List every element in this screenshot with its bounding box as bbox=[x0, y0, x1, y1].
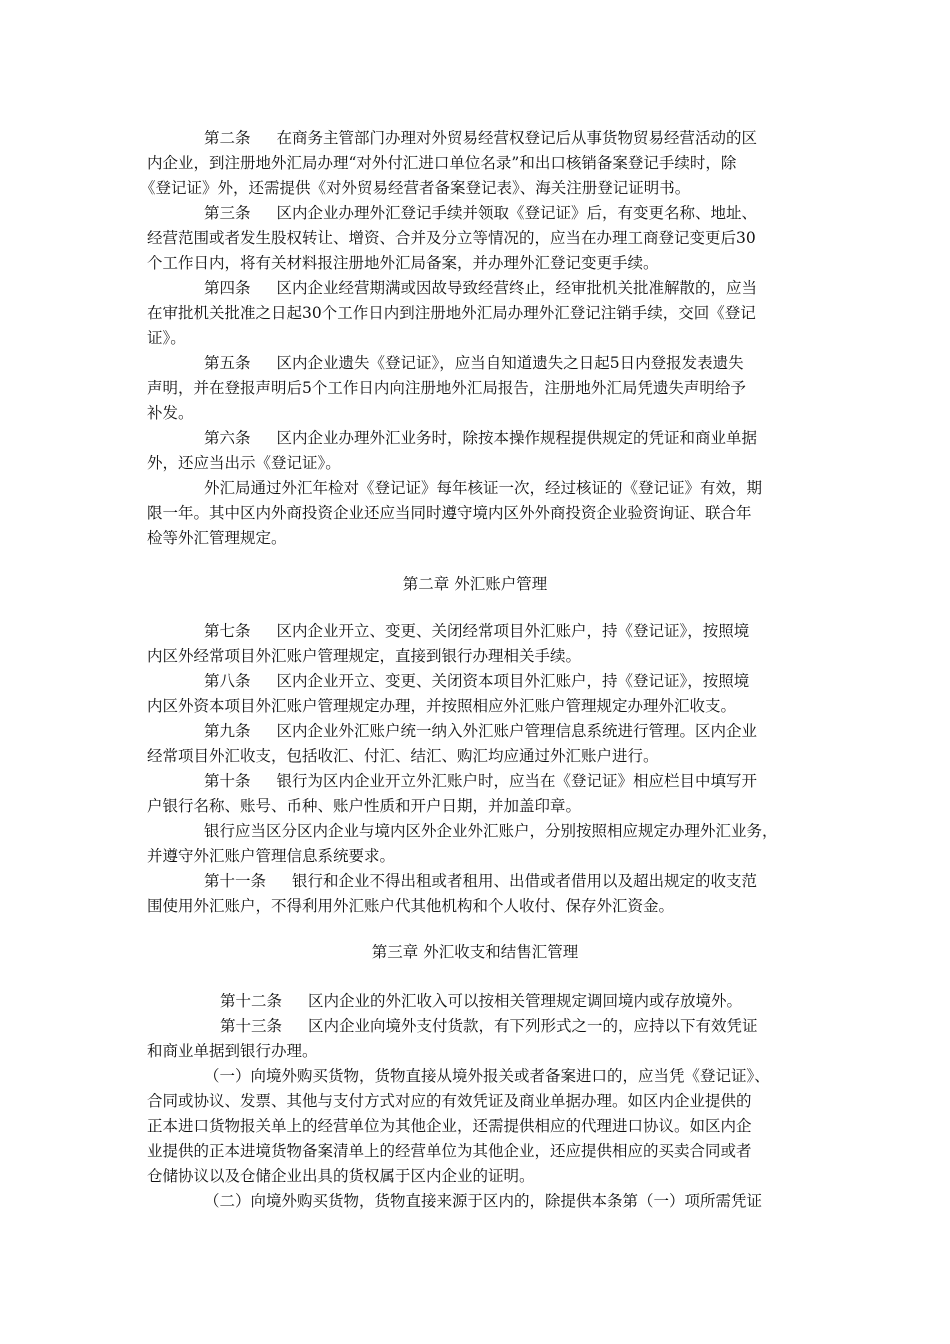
article-8-line-2: 内区外资本项目外汇账户管理规定办理，并按照相应外汇账户管理规定办理外汇收支。 bbox=[147, 697, 737, 715]
item-1-line-3: 正本进口货物报关单上的经营单位为其他企业，还需提供相应的代理进口协议。如区内企 bbox=[147, 1117, 752, 1135]
article-number: 第十三条 bbox=[220, 1017, 283, 1035]
article-number: 第四条 bbox=[204, 279, 251, 297]
article-10-line-2: 户银行名称、账号、币种、账户性质和开户日期，并加盖印章。 bbox=[147, 797, 582, 815]
article-number: 第六条 bbox=[204, 429, 251, 447]
article-3-line-3: 个工作日内，将有关材料报注册地外汇局备案，并办理外汇登记变更手续。 bbox=[147, 254, 659, 272]
paragraph-bank-line-1: 银行应当区分区内企业与境内区外企业外汇账户，分别按照相应规定办理外汇业务， bbox=[204, 822, 778, 840]
paragraph-annual-line-3: 检等外汇管理规定。 bbox=[147, 529, 287, 547]
paragraph-annual-line-1: 外汇局通过外汇年检对《登记证》每年核证一次，经过核证的《登记证》有效，期 bbox=[204, 479, 763, 497]
paragraph-bank-line-2: 并遵守外汇账户管理信息系统要求。 bbox=[147, 847, 396, 865]
article-11-line-1: 第十一条 银行和企业不得出租或者租用、出借或者借用以及超出规定的收支范 bbox=[204, 872, 758, 890]
article-13-line-1: 第十三条 区内企业向境外支付货款，有下列形式之一的，应持以下有效凭证 bbox=[220, 1017, 758, 1035]
article-6-line-2: 外，还应当出示《登记证》。 bbox=[147, 454, 341, 472]
article-10-line-1: 第十条 银行为区内企业开立外汇账户时，应当在《登记证》相应栏目中填写开 bbox=[204, 772, 758, 790]
article-number: 第二条 bbox=[204, 129, 251, 147]
article-7-line-1: 第七条 区内企业开立、变更、关闭经常项目外汇账户，持《登记证》，按照境 bbox=[204, 622, 750, 640]
article-9-line-2: 经常项目外汇收支，包括收汇、付汇、结汇、购汇均应通过外汇账户进行。 bbox=[147, 747, 659, 765]
article-number: 第九条 bbox=[204, 722, 251, 740]
chapter-3-heading: 第三章 外汇收支和结售汇管理 bbox=[371, 943, 579, 961]
article-5-line-1: 第五条 区内企业遗失《登记证》，应当自知道遗失之日起5日内登报发表遗失 bbox=[204, 354, 744, 372]
article-6-line-1: 第六条 区内企业办理外汇业务时，除按本操作规程提供规定的凭证和商业单据 bbox=[204, 429, 758, 447]
item-1-line-5: 仓储协议以及仓储企业出具的货权属于区内企业的证明。 bbox=[147, 1167, 535, 1185]
article-number: 第五条 bbox=[204, 354, 251, 372]
article-number: 第十条 bbox=[204, 772, 251, 790]
paragraph-annual-line-2: 限一年。其中区内外商投资企业还应当同时遵守境内区外外商投资企业验资询证、联合年 bbox=[147, 504, 752, 522]
item-1-line-4: 业提供的正本进境货物备案清单上的经营单位为其他企业，还应提供相应的买卖合同或者 bbox=[147, 1142, 752, 1160]
item-1-line-2: 合同或协议、发票、其他与支付方式对应的有效凭证及商业单据办理。如区内企业提供的 bbox=[147, 1092, 752, 1110]
article-5-line-2: 声明，并在登报声明后5个工作日内向注册地外汇局报告，注册地外汇局凭遗失声明给予 bbox=[147, 379, 746, 397]
item-1-line-1: （一）向境外购买货物，货物直接从境外报关或者备案进口的，应当凭《登记证》、 bbox=[204, 1067, 770, 1085]
article-number: 第三条 bbox=[204, 204, 251, 222]
article-5-line-3: 补发。 bbox=[147, 404, 194, 422]
article-4-line-1: 第四条 区内企业经营期满或因故导致经营终止，经审批机关批准解散的，应当 bbox=[204, 279, 758, 297]
article-number: 第七条 bbox=[204, 622, 251, 640]
item-2-line-1: （二）向境外购买货物，货物直接来源于区内的，除提供本条第（一）项所需凭证 bbox=[204, 1192, 763, 1210]
article-13-line-2: 和商业单据到银行办理。 bbox=[147, 1042, 318, 1060]
article-11-line-2: 围使用外汇账户，不得利用外汇账户代其他机构和个人收付、保存外汇资金。 bbox=[147, 897, 675, 915]
article-4-line-3: 证》。 bbox=[147, 329, 186, 347]
article-number: 第十一条 bbox=[204, 872, 267, 890]
article-12-line-1: 第十二条 区内企业的外汇收入可以按相关管理规定调回境内或存放境外。 bbox=[220, 992, 743, 1010]
article-3-line-1: 第三条 区内企业办理外汇登记手续并领取《登记证》后，有变更名称、地址、 bbox=[204, 204, 758, 222]
chapter-2-heading: 第二章 外汇账户管理 bbox=[402, 575, 548, 593]
article-2-line-2: 内企业，到注册地外汇局办理“对外付汇进口单位名录”和出口核销备案登记手续时，除 bbox=[147, 154, 737, 172]
article-number: 第八条 bbox=[204, 672, 251, 690]
article-9-line-1: 第九条 区内企业外汇账户统一纳入外汇账户管理信息系统进行管理。区内企业 bbox=[204, 722, 758, 740]
article-7-line-2: 内区外经常项目外汇账户管理规定，直接到银行办理相关手续。 bbox=[147, 647, 582, 665]
article-2-line-3: 《登记证》外，还需提供《对外贸易经营者备案登记表》、海关注册登记证明书。 bbox=[140, 179, 691, 197]
article-3-line-2: 经营范围或者发生股权转让、增资、合并及分立等情况的，应当在办理工商登记变更后30 bbox=[147, 229, 756, 247]
article-2-line-1: 第二条 在商务主管部门办理对外贸易经营权登记后从事货物贸易经营活动的区 bbox=[204, 129, 758, 147]
article-8-line-1: 第八条 区内企业开立、变更、关闭资本项目外汇账户，持《登记证》，按照境 bbox=[204, 672, 750, 690]
article-number: 第十二条 bbox=[220, 992, 283, 1010]
article-4-line-2: 在审批机关批准之日起30个工作日内到注册地外汇局办理外汇登记注销手续，交回《登记 bbox=[147, 304, 756, 322]
